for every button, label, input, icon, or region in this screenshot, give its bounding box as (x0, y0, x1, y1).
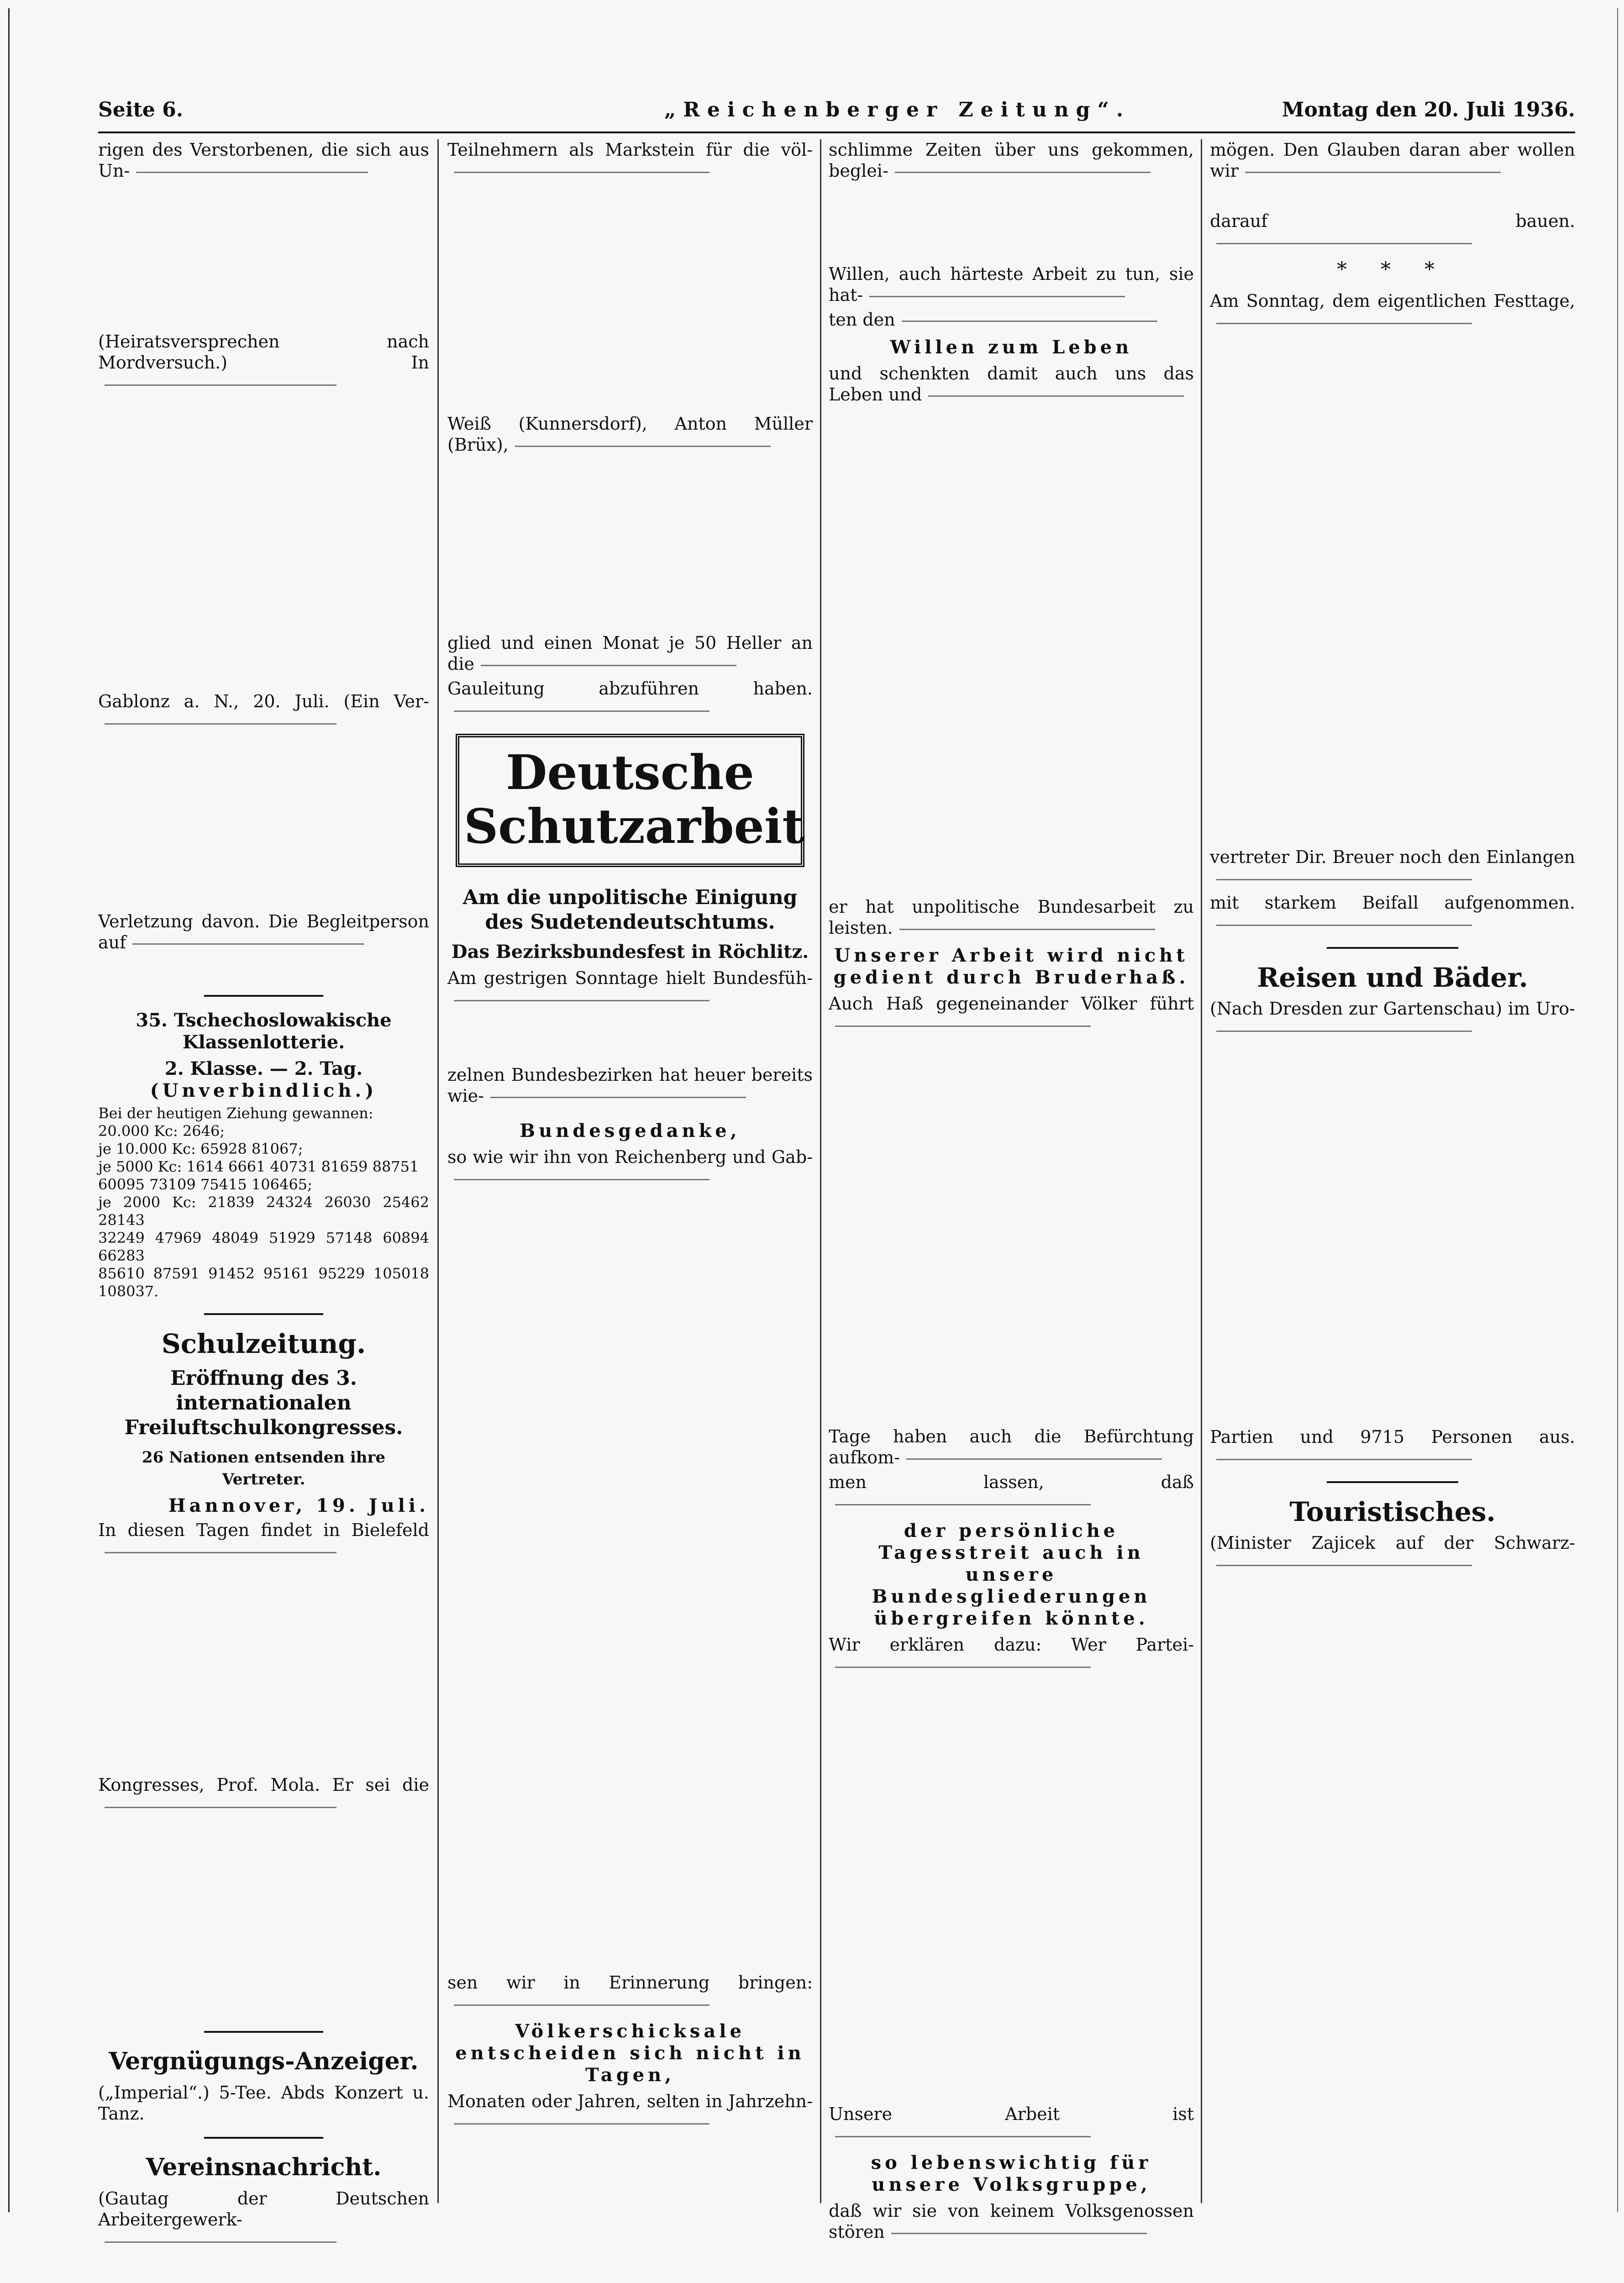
subheading-willen: Willen zum Leben (890, 337, 1133, 358)
lottery-row: je 2000 Kc: 21839 24324 26030 25462 28143 (98, 1194, 429, 1229)
lottery-row: 20.000 Kc: 2646; (98, 1122, 225, 1140)
illegible-gap (98, 2255, 429, 2283)
section-stars: * * * (1337, 258, 1448, 281)
text-fragment: und schenkten damit auch uns das Leben und (829, 363, 1194, 405)
illegible-gap (447, 459, 813, 629)
text-fragment: schlimme Zeiten über uns gekommen, beglei- (829, 140, 1194, 181)
subheading-lebenswichtig: so lebenswichtig für unsere Volksgruppe, (871, 2152, 1152, 2195)
text-fragment: Weiß (Kunnersdorf), Anton Müller (Brüx), (447, 414, 813, 455)
separator (204, 1313, 323, 1315)
text-fragment: mögen. Den Glauben daran aber wollen wir (1210, 140, 1575, 181)
illegible-gap (447, 1013, 813, 1061)
tourism-title: Touristisches. (1289, 1496, 1496, 1527)
text-fragment: Gauleitung abzuführen haben. (447, 678, 813, 720)
text-fragment: Partien und 9715 Personen aus. (1210, 1426, 1575, 1468)
column-1 (98, 139, 429, 2230)
lottery-title: 35. Tschechoslowakische Klassenlotterie. (136, 1010, 392, 1053)
page-number: Seite 6. (98, 98, 184, 121)
school-subtitle: Eröffnung des 3. internationalen Freiluftschulkongresses. (124, 1367, 403, 1439)
section-banner: Deutsche Schutzarbeit (456, 734, 804, 867)
illegible-gap (829, 2246, 1194, 2283)
lottery-rows (98, 1105, 429, 1300)
lottery-row: 85610 87591 91452 95161 95229 105018 108037. (98, 1265, 429, 1300)
separator (1327, 1481, 1458, 1483)
subheading-voelkerschicksale: Völkerschicksale entscheiden sich nicht in Tagen, (455, 2020, 805, 2086)
text-fragment: Unsere Arbeit ist (829, 2104, 1194, 2146)
illegible-gap (1210, 336, 1575, 843)
lottery-row: je 10.000 Kc: 65928 81067; (98, 1140, 303, 1157)
text-fragment: Monaten oder Jahren, selten in Jahrzehn- (447, 2091, 813, 2133)
text-fragment: Tage haben auch die Befürchtung aufkom- (829, 1426, 1194, 1468)
issue-date: Montag den 20. Juli 1936. (1282, 98, 1575, 121)
text-fragment: Kongresses, Prof. Mola. Er sei die (98, 1774, 429, 1816)
text-fragment: Gablonz a. N., 20. Juli. (Ein Ver- (98, 691, 429, 733)
separator (1327, 947, 1458, 949)
text-fragment: (Gautag der Deutschen Arbeitergewerk- (98, 2188, 429, 2251)
illegible-gap (829, 185, 1194, 260)
column-rule (1201, 139, 1202, 2203)
illegible-gap (447, 185, 813, 410)
illegible-gap (98, 1565, 429, 1771)
subheading-unsere-arbeit: Unserer Arbeit wird nicht gedient durch Bruderhaß. (833, 945, 1189, 988)
school-dateline: Hannover, 19. Juli. (168, 1495, 429, 1516)
column-3 (829, 139, 1194, 2242)
text-fragment: zelnen Bundesbezirken hat heuer bereits wie- (447, 1065, 813, 1106)
separator (204, 2031, 323, 2033)
text-fragment: er hat unpolitische Bundesarbeit zu leisten. (829, 897, 1194, 938)
text-fragment: Teilnehmern als Markstein für die völ- (447, 139, 813, 181)
text-fragment: Wir erklären dazu: Wer Partei- (829, 1634, 1194, 1676)
text-fragment: In diesen Tagen findet in Bielefeld (98, 1520, 429, 1562)
illegible-gap (98, 1820, 429, 2018)
text-fragment: darauf bauen. (1210, 210, 1575, 252)
lottery-note: (Unverbindlich.) (150, 1080, 378, 1101)
text-fragment: rigen des Verstorbenen, die sich aus Un- (98, 140, 429, 181)
text-fragment: vertreter Dir. Breuer noch den Einlangen (1210, 847, 1575, 889)
illegible-gap (829, 1039, 1194, 1422)
text-fragment: so wie wir ihn von Reichenberg und Gab- (447, 1147, 813, 1189)
amusement-line: („Imperial“.) 5-Tee. Abds Konzert u. Tanz. (98, 2083, 429, 2124)
article-title: Am die unpolitische Einigung des Sudetendeutschtums. (462, 886, 798, 934)
illegible-gap (98, 398, 429, 687)
school-note: 26 Nationen entsenden ihre Vertreter. (142, 1448, 386, 1489)
column-4 (1210, 139, 1575, 2203)
club-title: Vereinsnachricht. (146, 2153, 382, 2181)
lottery-subtitle: 2. Klasse. — 2. Tag. (164, 1058, 363, 1079)
newspaper-title: „Reichenberger Zeitung“. (664, 98, 1131, 121)
illegible-gap (447, 1110, 813, 1114)
text-fragment: ten den (829, 309, 1194, 330)
school-title: Schulzeitung. (161, 1328, 366, 1359)
column-rule (820, 139, 821, 2203)
text-fragment: (Minister Zajicek auf der Schwarz- (1210, 1532, 1575, 1574)
article-subtitle: Das Bezirksbundesfest in Röchlitz. (451, 941, 809, 963)
illegible-gap (1210, 1044, 1575, 1423)
subheading-tagesstreit: der persönliche Tagesstreit auch in unsere Bundesgliederungen übergreifen könnte. (872, 1520, 1151, 1629)
separator (204, 995, 323, 997)
illegible-gap (447, 1192, 813, 1968)
column-rule (437, 139, 439, 2203)
illegible-gap (829, 1680, 1194, 2100)
text-fragment: daß wir sie von keinem Volksgenossen stören (829, 2201, 1194, 2242)
running-header (98, 98, 1575, 130)
text-fragment: (Heiratsversprechen nach Mordversuch.) In (98, 331, 429, 394)
text-fragment: Auch Haß gegeneinander Völker führt (829, 993, 1194, 1035)
amusement-title: Vergnügungs-Anzeiger. (109, 2047, 419, 2075)
header-rule (98, 132, 1575, 133)
illegible-gap (98, 185, 429, 327)
text-fragment: glied und einen Monat je 50 Heller an die (447, 633, 813, 674)
illegible-gap (1210, 185, 1575, 207)
text-fragment: Am Sonntag, dem eigentlichen Festtage, (1210, 290, 1575, 332)
travel-title: Reisen und Bäder. (1257, 962, 1528, 993)
text-fragment: sen wir in Erinnerung bringen: (447, 1972, 813, 2014)
text-fragment: men lassen, daß (829, 1472, 1194, 1514)
text-fragment: Willen, auch härteste Arbeit zu tun, sie hat- (829, 264, 1194, 305)
text-fragment: Am gestrigen Sonntage hielt Bundesfüh- (447, 968, 813, 1010)
separator (204, 2137, 323, 2139)
text-fragment: Verletzung davon. Die Begleitperson auf (98, 911, 429, 952)
illegible-gap (447, 2136, 813, 2283)
illegible-gap (98, 736, 429, 907)
lottery-row: Bei der heutigen Ziehung gewannen: (98, 1105, 373, 1122)
subheading-bundesgedanke: Bundesgedanke, (520, 1120, 741, 1142)
lottery-row: 60095 73109 75415 106465; (98, 1176, 312, 1193)
illegible-gap (829, 409, 1194, 893)
illegible-gap (1210, 1578, 1575, 2283)
text-fragment: mit starkem Beifall aufgenommen. (1210, 892, 1575, 934)
column-2 (447, 139, 813, 2203)
lottery-row: je 5000 Kc: 1614 6661 40731 81659 88751 (98, 1158, 419, 1175)
lottery-row: 32249 47969 48049 51929 57148 60894 66283 (98, 1229, 429, 1264)
text-fragment: (Nach Dresden zur Gartenschau) im Uro- (1210, 998, 1575, 1040)
illegible-gap (98, 957, 429, 982)
